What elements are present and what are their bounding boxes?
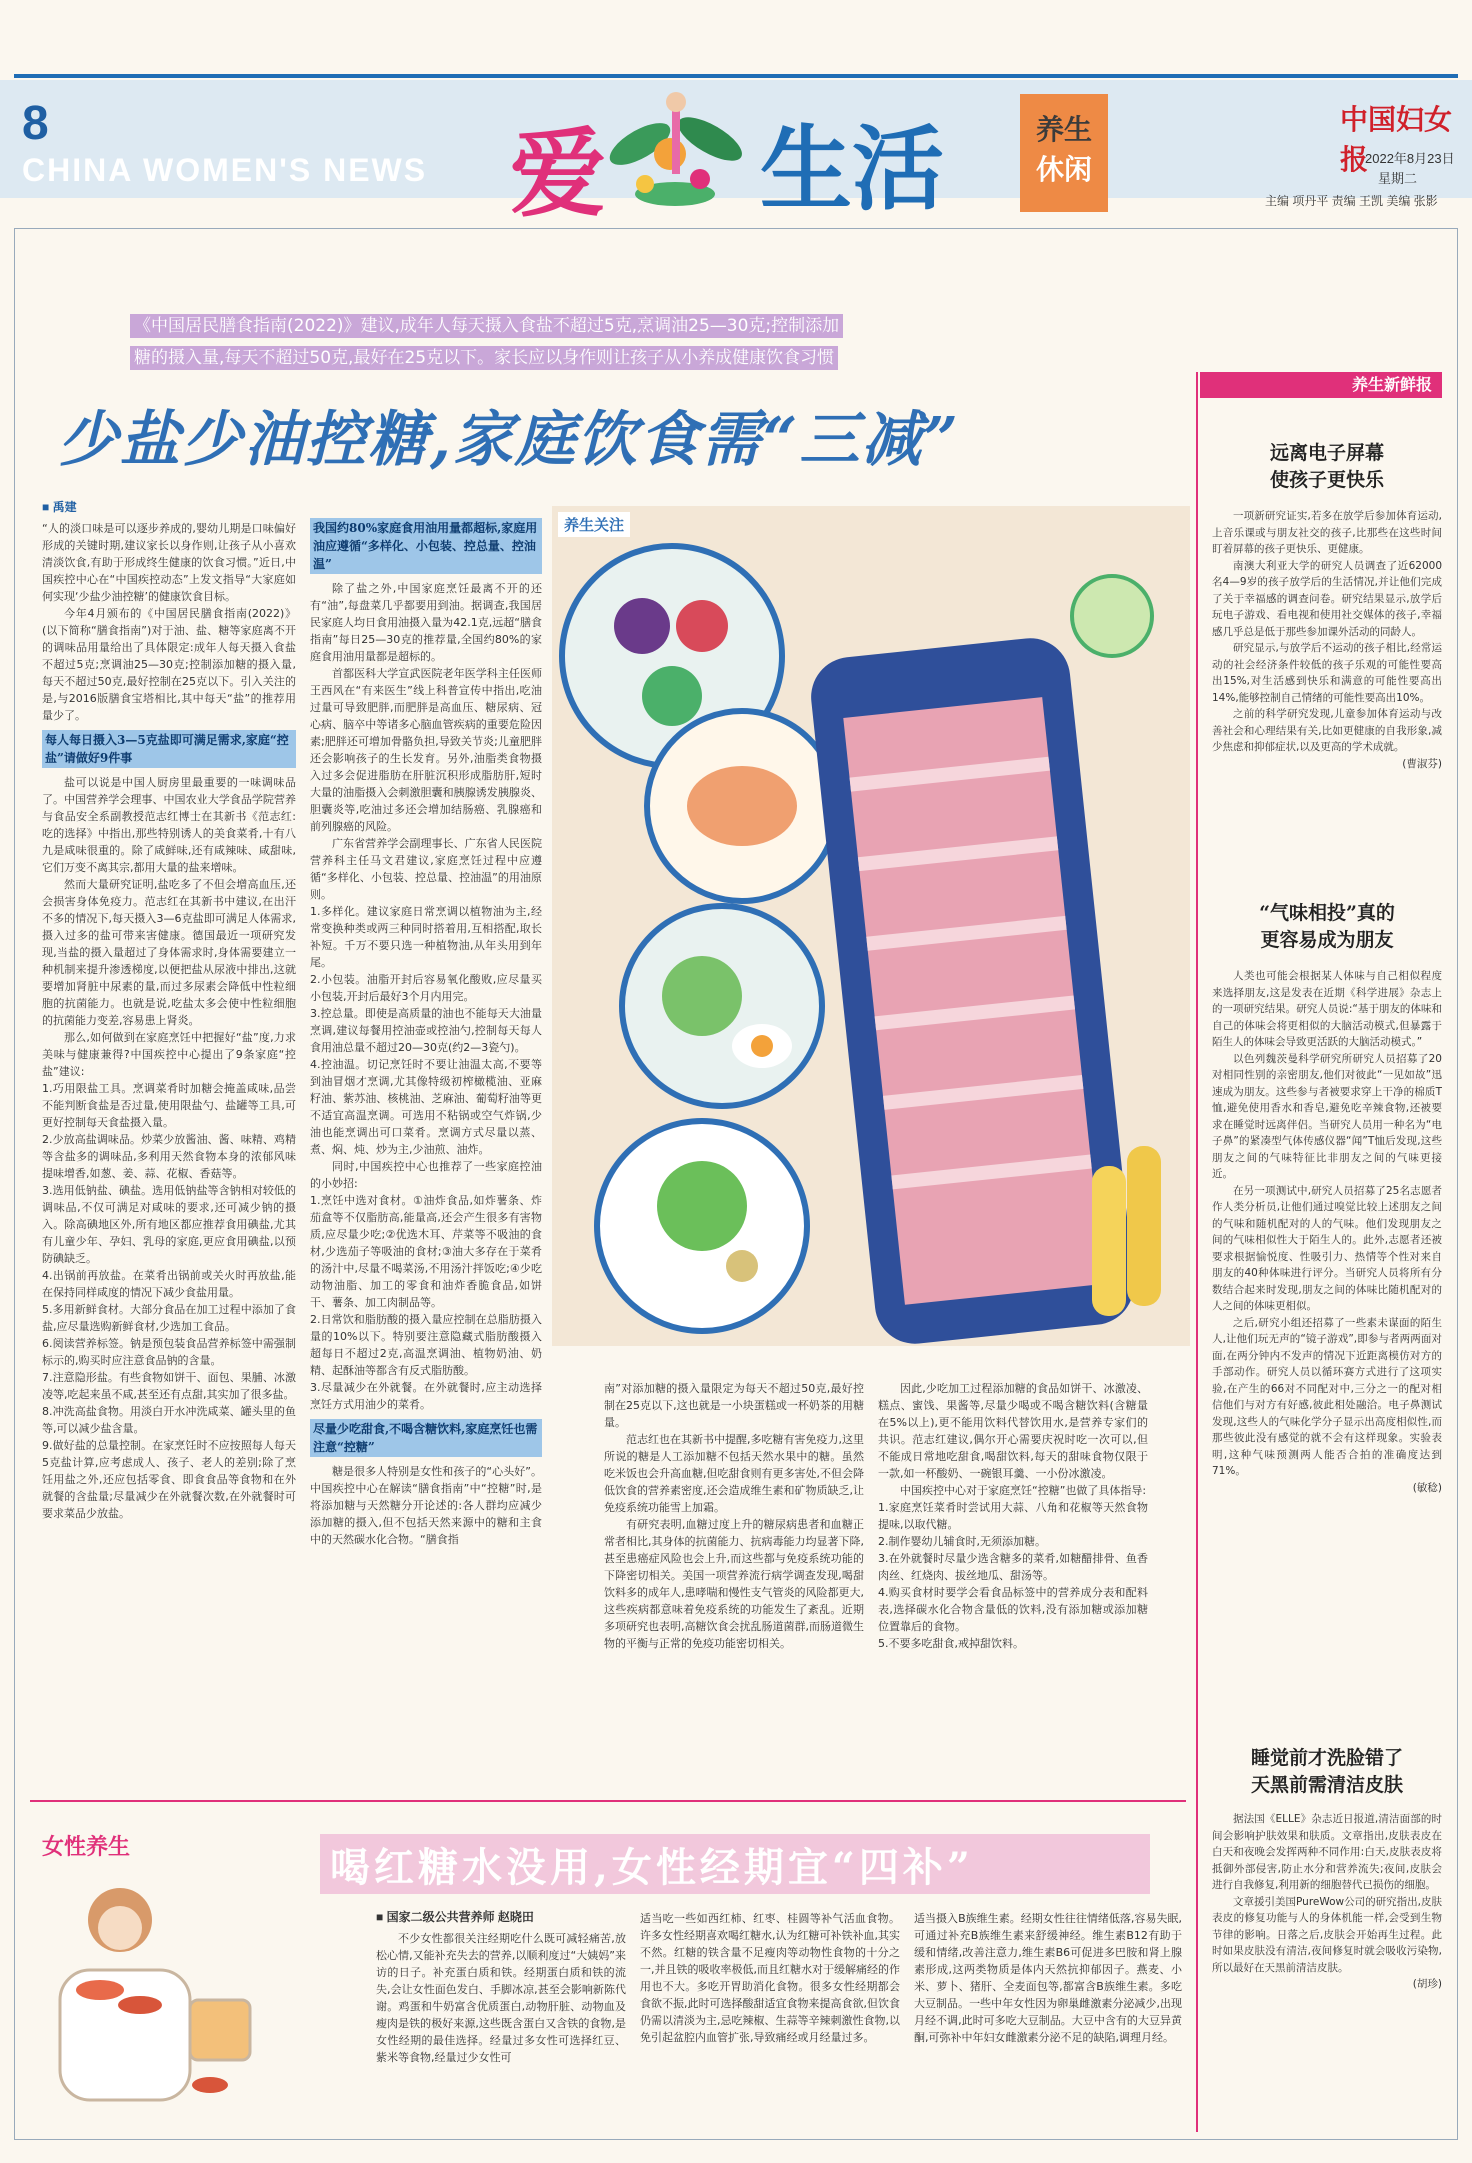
- bottom-para: 适当吃一些如西红柿、红枣、桂圆等补气活血食物。许多女性经期喜欢喝红糖水,认为红糖可补铁补血,其实不然。红糖的铁含量不足瘦肉等动物性食物的十分之一,并且铁的吸收率极低,而且红糖水对于缓解痛经的作用也不大。多吃开胃助消化食物。很多女性经期都会食欲不振,此时可选择酸甜适宜食物来提高食欲,但饮食仍需以清淡为主,忌吃辣椒、生蒜等辛辣刺激性食物,以免引起盆腔内血管扩张,导致痛经或月经量过多。: [640, 1912, 900, 2044]
- lead-line-2: 糖的摄入量,每天不超过50克,最好在25克以下。家长应以身作则让孩子从小养成健康饮食习惯: [130, 346, 838, 370]
- sidebar-a2-title: 更容易成为朋友: [1260, 929, 1394, 951]
- col2-tip: 1.烹饪中选对食材。①油炸食品,如炸薯条、炸茄盒等不仅脂肪高,能量高,还会产生很多有害物质,应尽量少吃;②优选木耳、芹菜等不吸油的食材,少选茄子等吸油的食材;③油大多存在于菜肴的汤汁中,尽量不喝菜汤,不用汤汁拌饭吃;④少吃动物油脂、加工的零食和油炸香脆食品,如饼干、薯条、加工肉制品等。: [310, 1194, 542, 1309]
- sidebar-a1-para: 南澳大利亚大学的研究人员调查了近62000名4—9岁的孩子放学后的生活情况,并让他们完成了关于幸福感的调查问卷。研究结果显示,放学后玩电子游戏、看电视和使用社交媒体的孩子,幸福感几乎总是低于那些参加课外活动的同龄人。: [1212, 559, 1442, 638]
- col1-para: 今年4月颁布的《中国居民膳食指南(2022)》(以下简称“膳食指南”)对于油、盐、糖等家庭离不开的调味品用量给出了具体限定:成年人每天摄入食盐不超过5克;烹调油25—30克;控制添加糖的摄入量,每天不超过50克,最好控制在25克以下。引入关注的是,与2016版膳食宝塔相比,其中每天“盐”的推荐用量少了。: [42, 607, 296, 722]
- col2-para: 同时,中国疾控中心也推荐了一些家庭控油的小妙招:: [310, 1160, 542, 1190]
- bottom-column-1: [376, 1930, 626, 2120]
- sidebar-article-2: [1212, 900, 1442, 1720]
- col1-tip: 1.巧用限盐工具。烹调菜肴时加糖会掩盖咸味,品尝不能判断食盐是否过量,使用限盐勺、盐罐等工具,可更好控制每天食盐摄入量。: [42, 1082, 296, 1129]
- sidebar-article-3: [1212, 1745, 1442, 2125]
- main-author: ■ 禹建: [42, 500, 77, 514]
- sidebar-a3-title: 睡觉前才洗脸错了: [1250, 1747, 1403, 1769]
- bottom-tag: 女性养生: [42, 1835, 131, 1860]
- sidebar-a3-credit: (胡珍): [1412, 1978, 1442, 1990]
- col1-tip: 2.少放高盐调味品。炒菜少放酱油、酱、味精、鸡精等含盐多的调味品,多利用天然食物本身的浓郁风味提味增香,如葱、姜、蒜、花椒、香菇等。: [42, 1133, 296, 1180]
- sidebar-a2-title: “气味相投”真的: [1259, 902, 1395, 924]
- col1-tip: 7.注意隐形盐。有些食物如饼干、面包、果脯、冰激凌等,吃起来虽不咸,甚至还有点甜,其实加了很多盐。: [42, 1371, 296, 1401]
- col2-tip: 1.多样化。建议家庭日常烹调以植物油为主,经常变换种类或两三种同时搭着用,互相搭配,取长补短。千万不要只选一种植物油,从年头用到年尾。: [310, 905, 542, 969]
- sidebar-a2-para: 以色列魏茨曼科学研究所研究人员招募了20对相同性别的亲密朋友,他们对彼此“一见如故”迅速成为朋友。这些参与者被要求穿上干净的棉质T恤,避免使用香水和香皂,避免吃辛辣食物,还被要求在睡觉时远离伴侣。当研究人员用一种名为“电子鼻”的紧凑型气体传感仪器“闻”T恤后发现,这些朋友之间的气味特征比非朋友之间的气味更接近。: [1212, 1052, 1442, 1180]
- sidebar-a3-para: 据法国《ELLE》杂志近日报道,清洁面部的时间会影响护肤效果和肤质。文章指出,皮肤表皮在白天和夜晚会发挥两种不同作用:白天,皮肤表皮将抵御外部侵害,防止水分和营养流失;夜间,皮肤会进行自我修复,利用新的细胞替代已损伤的细胞。: [1212, 1813, 1442, 1891]
- sidebar-a1-title: 远离电子屏幕: [1269, 442, 1384, 464]
- section-badge: [1020, 94, 1108, 212]
- illus-tag: 养生关注: [558, 512, 630, 537]
- lead-line-1: 《中国居民膳食指南(2022)》建议,成年人每天摄入食盐不超过5克,烹调油25—30克;控制添加: [130, 314, 843, 338]
- col1-tip: 8.冲洗高盐食物。用淡白开水冲洗咸菜、罐头里的鱼等,可以减少盐含量。: [42, 1405, 296, 1435]
- col2-tip: 3.尽量减少在外就餐。在外就餐时,应主动选择烹饪方式用油少的菜肴。: [310, 1381, 542, 1411]
- english-title: CHINA WOMEN'S NEWS: [22, 152, 428, 188]
- main-headline: 少盐少油控糖,家庭饮食需“三减”: [58, 405, 960, 475]
- newspaper-brand: 中国妇女报: [1340, 103, 1453, 176]
- col2-tip: 3.控总量。即使是高质量的油也不能每天大油量烹调,建议每餐用控油壶或控油勺,控制每天每人食用油总量不超过20—30克(约2—3瓷勺)。: [310, 1007, 542, 1054]
- title-shenghuo: 生活: [760, 115, 945, 223]
- main-column-3: [604, 1380, 864, 1760]
- col1-para: 那么,如何做到在家庭烹饪中把握好“盐”度,力求美味与健康兼得?中国疾控中心提出了9条家庭“控盐”建议:: [42, 1031, 296, 1078]
- sidebar-a3-title: 天黑前需清洁皮肤: [1250, 1774, 1403, 1796]
- col2-tip: 2.日常饮和脂肪酸的摄入量应控制在总脂肪摄入量的10%以下。特别要注意隐藏式脂肪酸摄入超每日不超过2克,高温烹调油、植物奶油、奶精、起酥油等都含有反式脂肪酸。: [310, 1313, 542, 1377]
- bottom-author: ■ 国家二级公共营养师 赵晓田: [376, 1910, 534, 1924]
- sidebar-a1-credit: (曹淑芬): [1402, 757, 1442, 770]
- col2-tip: 4.控油温。切记烹饪时不要让油温太高,不要等到油冒烟才烹调,尤其像特级初榨橄榄油、亚麻籽油、紫苏油、核桃油、芝麻油、葡萄籽油等更不适宜高温烹调。可选用不粘锅或空气炸锅,少油也能烹调出可口菜肴。烹调方式尽量以蒸、煮、焖、炖、炒为主,少油煎、油炸。: [310, 1058, 542, 1156]
- col4-tip: 1.家庭烹饪菜肴时尝试用大蒜、八角和花椒等天然食物提味,以取代糖。: [878, 1501, 1148, 1531]
- lead-text: [130, 310, 1030, 374]
- sidebar-a3-para: 文章援引美国PureWow公司的研究指出,皮肤表皮的修复功能与人的身体机能一样,会受到生物节律的影响。日落之后,皮肤会开始再生过程。此时如果皮肤没有清洁,夜间修复时就会吸收污染物,所以最好在天黑前清洁皮肤。: [1212, 1895, 1442, 1974]
- col1-tip: 6.阅读营养标签。钠是预包装食品营养标签中需强制标示的,购买时应注意食品钠的含量。: [42, 1337, 296, 1367]
- col2-para: 糖是很多人特别是女性和孩子的“心头好”。中国疾控中心在解读“膳食指南”中“控糖”时,是将添加糖与天然糖分开论述的:各人群均应减少添加糖的摄入,但不包括天然来源中的糖和主食中的天然碳水化合物。“膳食指: [310, 1465, 542, 1546]
- col1-subhead: 每人每日摄入3—5克盐即可满足需求,家庭“控盐”请做好9件事: [42, 730, 296, 768]
- sidebar-a1-title: 使孩子更快乐: [1269, 469, 1384, 491]
- editors-line: 主编 项丹平 责编 王凯 美编 张影: [1265, 194, 1438, 208]
- col2-subhead: 尽量少吃甜食,不喝含糖饮料,家庭烹饪也需注意“控糖”: [310, 1419, 542, 1457]
- col2-para: 除了盐之外,中国家庭烹饪最离不开的还有“油”,每盘菜几乎都要用到油。据调查,我国居民家庭人均日食用油摄入量为42.1克,远超“膳食指南”每日25—30克的推荐量,全国约80%的家庭食用油用量都是超标的。: [310, 582, 542, 663]
- top-rule: [14, 74, 1458, 78]
- bottom-para: 不少女性都很关注经期吃什么既可减轻痛苦,放松心情,又能补充失去的营养,以顺利度过“大姨妈”来访的日子。补充蛋白质和铁。经期蛋白质和铁的流失,会让女性面色发白、手脚冰凉,甚至会影响新陈代谢。鸡蛋和牛奶富含优质蛋白,动物肝脏、动物血及瘦肉是铁的极好来源,这些既含蛋白又含铁的食物,是女性经期的最佳选择。经量过多女性可选择红豆、紫米等食物,经量过少女性可: [376, 1932, 626, 2064]
- main-column-2: [310, 518, 542, 1760]
- main-column-4: [878, 1380, 1148, 1760]
- section-line-2: 休闲: [1035, 153, 1092, 186]
- col4-para: 因此,少吃加工过程添加糖的食品如饼干、冰激凌、糕点、蜜饯、果酱等,尽量少喝或不喝含糖饮料(含糖量在5%以上),更不能用饮料代替饮用水,是营养专家们的共识。范志红建议,偶尔开心需要庆祝时吃一次可以,但不能成日常地吃甜食,喝甜饮料,每天的甜味食物仅限于一款,如一杯酸奶、一碗银耳羹、一小份冰激凌。: [878, 1382, 1148, 1480]
- col4-tip: 4.购买食材时要学会看食品标签中的营养成分表和配料表,选择碳水化合物含量低的饮料,没有添加糖或添加糖位置靠后的食物。: [878, 1586, 1148, 1633]
- sidebar-rule: [1196, 372, 1198, 2132]
- col4-tip: 5.不要多吃甜食,戒掉甜饮料。: [878, 1637, 1024, 1650]
- col1-tip: 9.做好盐的总量控制。在家烹饪时不应按照每人每天5克盐计算,应考虑成人、孩子、老人的差别;除了烹饪用盐之外,还应包括零食、即食食品等食物和在外就餐的含盐量;尽量减少在外就餐次数,在外就餐时可要求菜品少放盐。: [42, 1439, 296, 1520]
- food-plates-icon: [552, 506, 1190, 1346]
- col1-para: 盐可以说是中国人厨房里最重要的一味调味品了。中国营养学会理事、中国农业大学食品学院营养与食品安全系副教授范志红博士在其新书《范志红:吃的选择》中指出,那些特别诱人的美食菜肴,十有八九是咸味很重的。除了咸鲜味,还有咸辣味、咸甜味,它们万变不离其宗,都用大量的盐来增味。: [42, 776, 296, 874]
- col2-tip: 2.小包装。油脂开封后容易氧化酸败,应尽量买小包装,开封后最好3个月内用完。: [310, 973, 542, 1003]
- col4-tip: 2.制作婴幼儿辅食时,无须添加糖。: [878, 1535, 1046, 1548]
- col1-tip: 3.选用低钠盐、碘盐。选用低钠盐等含钠相对较低的调味品,不仅可满足对咸味的要求,还可减少钠的摄入。除高碘地区外,所有地区都应推荐食用碘盐,尤其有儿童少年、孕妇、乳母的家庭,更应食用碘盐,以预防碘缺乏。: [42, 1184, 296, 1265]
- col4-para: 中国疾控中心对于家庭烹饪“控糖”也做了具体指导:: [900, 1484, 1147, 1497]
- bottom-headline: 喝红糖水没用,女性经期宜“四补”: [330, 1844, 974, 1891]
- col1-tip: 4.出锅前再放盐。在菜肴出锅前或关火时再放盐,能在保持同样咸度的情况下减少食盐用量。: [42, 1269, 296, 1299]
- col1-para: “人的淡口味是可以逐步养成的,婴幼儿期是口味偏好形成的关键时期,建议家长以身作则,让孩子从小喜欢清淡饮食,有助于形成终生健康的饮食习惯。”近日,中国疾控中心在“中国疾控动态”上发文指导“大家庭如何实现‘少盐少油控糖’的健康饮食目标。: [42, 522, 296, 603]
- col4-tip: 3.在外就餐时尽量少选含糖多的菜肴,如糖醋排骨、鱼香肉丝、红烧肉、拔丝地瓜、甜汤等。: [878, 1552, 1148, 1582]
- sidebar-article-1: [1212, 440, 1442, 870]
- sidebar-a2-para: 人类也可能会根据某人体味与自己相似程度来选择朋友,这是发表在近期《科学进展》杂志上的一项研究结果。研究人员说:“基于朋友的体味和自己的体味会将更相似的大脑活动模式,但暴露于陌生人的体味会导致更活跃的大脑活动模式。”: [1212, 970, 1442, 1048]
- section-line-1: 养生: [1035, 113, 1092, 146]
- col3-para: 范志红也在其新书中提醒,多吃糖有害免疫力,这里所说的糖是人工添加糖不包括天然水果中的糖。虽然吃米饭也会升高血糖,但吃甜食则有更多害处,不但会降低饮食的营养素密度,还会造成维生素和矿物质缺乏,让免疫系统功能雪上加霜。: [604, 1433, 864, 1514]
- col2-para: 首都医科大学宣武医院老年医学科主任医师王西风在“有来医生”线上科普宣传中指出,吃油过量可导致肥胖,而肥胖是高血压、糖尿病、冠心病、脑卒中等诸多心脑血管疾病的重要危险因素;肥胖还可增加骨骼负担,导致关节炎;儿童肥胖还会影响孩子的生长发育。另外,油脂类食物摄入过多会促进脂肪在肝脏沉积形成脂肪肝,短时大量的油脂摄入会刺激胆囊和胰腺诱发胰腺炎、胆囊炎等,吃油过多还会增加结肠癌、乳腺癌和前列腺癌的风险。: [310, 667, 542, 833]
- sidebar-a1-para: 之前的科学研究发现,儿童参加体育运动与改善社会和心理结果有关,比如更健康的自我形象,减少焦虑和抑郁症状,以及更高的学术成就。: [1212, 708, 1442, 753]
- main-column-1: [42, 520, 296, 1760]
- sidebar-a1-para: 研究显示,与放学后不运动的孩子相比,经常运动的社会经济条件较低的孩子乐观的可能性要高出15%,对生活感到快乐和满意的可能性要高出14%,能够控制自己情绪的可能性要高出10%。: [1212, 642, 1442, 704]
- col1-para: 然而大量研究证明,盐吃多了不但会增高血压,还会损害身体免疫力。范志红在其新书中建议,在出汗不多的情况下,每天摄入3—6克盐即可满足人体需求,摄入过多的盐可带来害健康。德国最近一项研究发现,当盐的摄入量超过了身体需求时,身体需要建立一种机制来提升渗透梯度,以便把盐从尿液中排出,这就要增加肾脏中尿素的量,而过多尿素会降低中性粒细胞的抗菌能力。也就是说,吃盐太多会使中性粒细胞的抗菌能力变差,容易患上肾炎。: [42, 878, 296, 1027]
- issue-weekday: 星期二: [1378, 171, 1418, 186]
- sidebar-a1-para: 一项新研究证实,若多在放学后参加体育运动,上音乐课或与朋友社交的孩子,比那些在这些时间盯着屏幕的孩子更快乐、更健康。: [1212, 510, 1442, 555]
- bottom-column-2: [640, 1910, 900, 2120]
- bottom-para: 适当摄入B族维生素。经期女性往往情绪低落,容易失眠,可通过补充B族维生素来舒缓神经。维生素B12有助于缓和情绪,改善注意力,维生素B6可促进多巴胺和肾上腺素形成,这两类物质是体内天然抗抑郁因子。燕麦、小米、萝卜、猪肝、全麦面包等,都富含B族维生素。多吃大豆制品。一些中年女性因为卵巢雌激素分泌减少,出现月经不调,此时可多吃大豆制品。大豆中含有的大豆异黄酮,可弥补中年妇女雌激素分泌不足的缺陷,调理月经。: [914, 1912, 1182, 2044]
- woman-tea-illustration-icon: [40, 1870, 270, 2110]
- col3-para: 南”对添加糖的摄入量限定为每天不超过50克,最好控制在25克以下,这也就是一小块蛋糕或一杯奶茶的用糖量。: [604, 1382, 864, 1429]
- issue-date: 2022年8月23日: [1365, 151, 1455, 166]
- col3-para: 有研究表明,血糖过度上升的糖尿病患者和血糖正常者相比,其身体的抗菌能力、抗病毒能力均显著下降,甚至患癌症风险也会上升,而这些都与免疫系统功能的下降密切相关。美国一项营养流行病学调查发现,喝甜饮料多的成年人,患哮喘和慢性支气管炎的风险都更大,这些疾病都意味着免疫系统的功能发生了紊乱。近期多项研究也表明,高糖饮食会扰乱肠道菌群,而肠道微生物的平衡与正常的免疫功能密切相关。: [604, 1518, 864, 1650]
- sidebar-a2-credit: (敏稔): [1412, 1481, 1442, 1494]
- page-number: 8: [22, 97, 49, 150]
- sidebar-header: 养生新鲜报: [1200, 372, 1442, 398]
- bottom-rule: [30, 1800, 1186, 1802]
- sidebar-a2-para: 之后,研究小组还招募了一些素未谋面的陌生人,让他们玩无声的“镜子游戏”,即参与者两两面对面,在两分钟内不发声的情况下近距离模仿对方的手部动作。研究人员以循环赛方式进行了这项实验,在产生的66对不同配对中,三分之一的配对相信他们与对方有好感,彼此相处融洽。电子鼻测试发现,这些人的气味化学分子显示出高度相似性,而那些彼此没有感觉的就不会有这样现象。实验表明,这种气味预测两人能否合拍的准确度达到71%。: [1212, 1316, 1442, 1477]
- food-illustration: [552, 506, 1190, 1346]
- tropical-decoration-icon: [600, 84, 760, 234]
- title-ai: 爱: [510, 117, 606, 230]
- col2-subhead: 我国约80%家庭食用油用量都超标,家庭用油应遵循“多样化、小包装、控总量、控油温”: [310, 518, 542, 574]
- sidebar-a2-para: 在另一项测试中,研究人员招募了25名志愿者作人类分析员,让他们通过嗅觉比较上述朋友之间的气味和随机配对的人的气味。他们发现朋友之间的气味相似性大于陌生人的。此外,志愿者还被要求根据愉悦度、性吸引力、热情等个性对来自朋友的40种体味进行评分。当研究人员将所有分数结合起来时发现,朋友之间的体味比随机配对的人之间的体味更相似。: [1212, 1184, 1442, 1312]
- col2-para: 广东省营养学会副理事长、广东省人民医院营养科主任马文君建议,家庭烹饪过程中应遵循“多样化、小包装、控总量、控油温”的用油原则。: [310, 837, 542, 901]
- col1-tip: 5.多用新鲜食材。大部分食品在加工过程中添加了食盐,应尽量选购新鲜食材,少选加工食品。: [42, 1303, 296, 1333]
- bottom-column-3: [914, 1910, 1182, 2120]
